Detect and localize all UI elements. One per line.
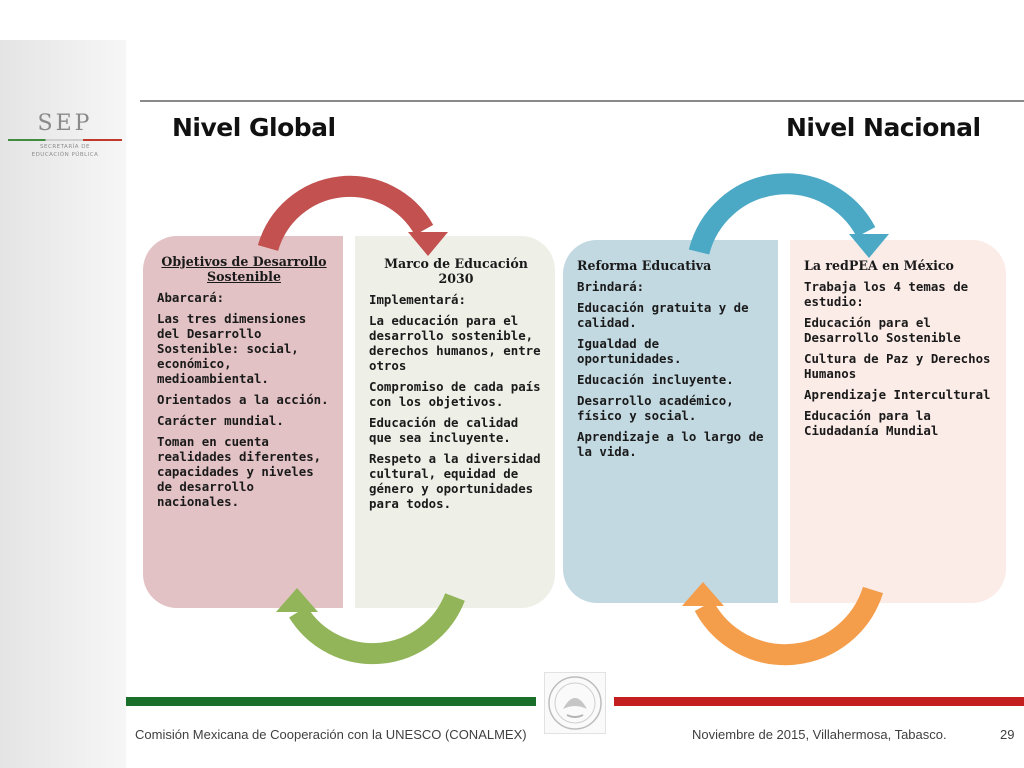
footer-date-location: Noviembre de 2015, Villahermosa, Tabasco.: [692, 727, 947, 742]
box-title: Marco de Educación 2030: [384, 256, 528, 286]
footer-bar-green: [126, 697, 536, 706]
heading-nivel-nacional: Nivel Nacional: [786, 113, 981, 142]
box-item: Educación para la Ciudadanía Mundial: [804, 408, 939, 438]
box-title: Objetivos de Desarrollo Sostenible: [161, 254, 327, 284]
sep-logo-line2: EDUCACIÓN PÚBLICA: [31, 152, 99, 158]
sep-logo-text: SEP: [37, 111, 93, 136]
footer-bar-red: [614, 697, 1024, 706]
box-item: Brindará:: [577, 279, 645, 294]
curved-arrow-orange-icon: [682, 582, 873, 655]
box-item: Igualdad de oportunidades.: [577, 336, 682, 366]
box-item: Compromiso de cada país con los objetivos.: [369, 379, 541, 409]
box-title: La redPEA en México: [804, 258, 954, 273]
box-item: Abarcará:: [157, 290, 225, 305]
mexico-coat-of-arms-icon: [544, 672, 606, 734]
box-item: Las tres dimensiones del Desarrollo Sostenible: social, económico, medioambiental.: [157, 311, 307, 386]
box-item: Educación para el Desarrollo Sostenible: [804, 315, 961, 345]
box-item: Desarrollo académico, físico y social.: [577, 393, 734, 423]
curved-arrow-red-icon: [268, 186, 448, 256]
box-item: Aprendizaje Intercultural: [804, 387, 991, 402]
box-item: Carácter mundial.: [157, 413, 284, 428]
box-item: Aprendizaje a lo largo de la vida.: [577, 429, 764, 459]
footer-organization: Comisión Mexicana de Cooperación con la UNESCO (CONALMEX): [135, 727, 527, 742]
sep-logo-line1: SECRETARÍA DE: [40, 144, 90, 150]
box-item: Trabaja los 4 temas de estudio:: [804, 279, 969, 309]
box-item: Educación de calidad que sea incluyente.: [369, 415, 519, 445]
box-item: Educación gratuita y de calidad.: [577, 300, 749, 330]
box-item: Educación incluyente.: [577, 372, 734, 387]
box-item: La educación para el desarrollo sostenible, derechos humanos, entre otros: [369, 313, 541, 373]
box-item: Implementará:: [369, 292, 466, 307]
curved-arrow-green-icon: [276, 588, 455, 654]
heading-nivel-global: Nivel Global: [172, 113, 336, 142]
box-item: Respeto a la diversidad cultural, equidad de género y oportunidades para todos.: [369, 451, 541, 511]
box-item: Orientados a la acción.: [157, 392, 329, 407]
curved-arrow-blue-icon: [699, 184, 889, 258]
box-item: Cultura de Paz y Derechos Humanos: [804, 351, 991, 381]
page-number: 29: [1000, 727, 1015, 742]
box-item: Toman en cuenta realidades diferentes, capacidades y niveles de desarrollo nacionales.: [157, 434, 322, 509]
box-title: Reforma Educativa: [577, 258, 712, 273]
